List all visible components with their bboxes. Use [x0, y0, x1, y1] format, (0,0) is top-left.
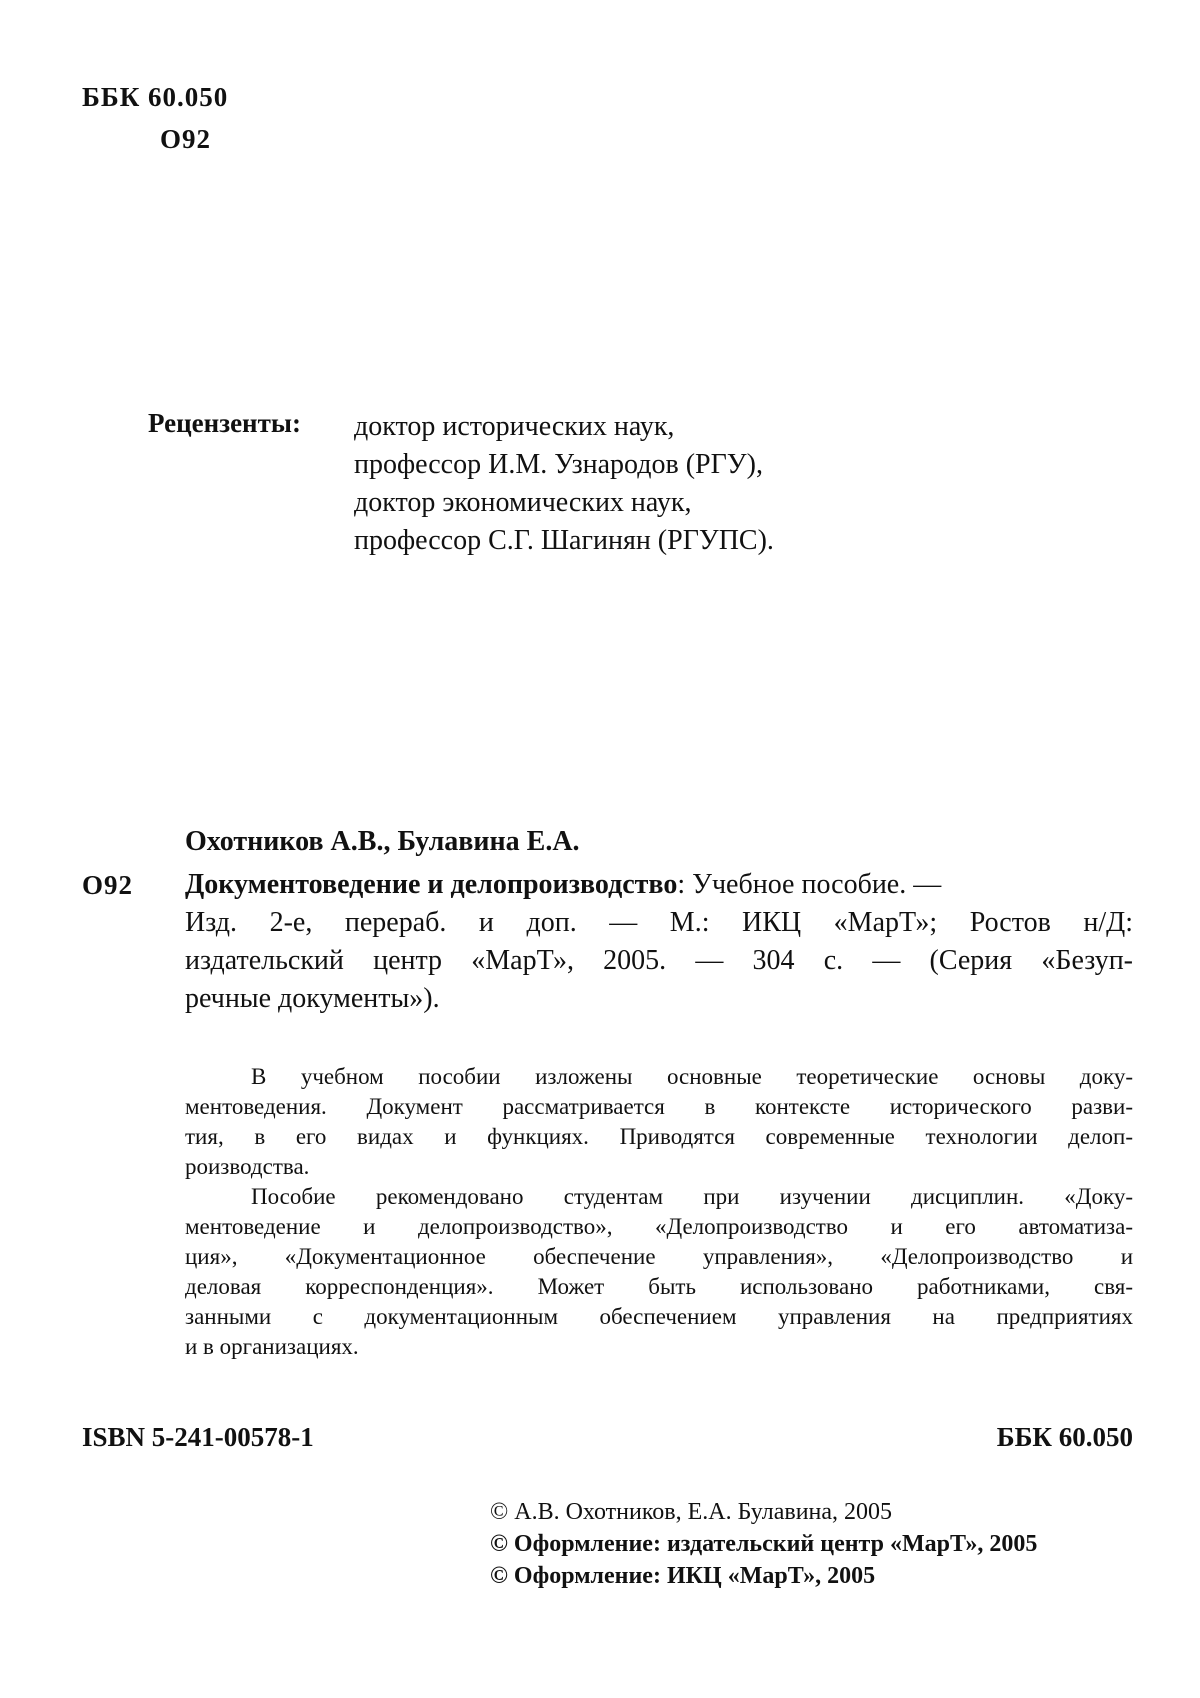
- reviewers-label: Рецензенты:: [148, 408, 301, 438]
- bbk-classification: ББК 60.050: [82, 82, 229, 112]
- entry-author-mark: О92: [82, 870, 134, 900]
- annotation-line: тия, в его видах и функциях. Приводятся современные технологии делоп-: [185, 1124, 1133, 1149]
- annotation-line: занными с документационным обеспечением управления на предприятиях: [185, 1304, 1133, 1329]
- copyright-line: © Оформление: ИКЦ «МарТ», 2005: [490, 1563, 876, 1589]
- reviewer-line: доктор экономических наук,: [354, 487, 692, 518]
- annotation-line: ментоведение и делопроизводство», «Делопроизводство и его автоматиза-: [185, 1214, 1133, 1239]
- isbn-number: ISBN 5-241-00578-1: [82, 1422, 314, 1452]
- bbk-classification-bottom: ББК 60.050: [996, 1422, 1133, 1452]
- reviewer-line: доктор исторических наук,: [354, 411, 675, 442]
- entry-line: издательский центр «МарТ», 2005. — 304 с. — (Серия «Безуп-: [185, 945, 1133, 976]
- reviewers-list: [354, 408, 774, 560]
- bibliographic-entry: [185, 866, 1133, 1018]
- annotation-line: Пособие рекомендовано студентам при изучении дисциплин. «Доку-: [251, 1184, 1133, 1209]
- annotation-line: деловая корреспонденция». Может быть использовано работниками, свя-: [185, 1274, 1133, 1299]
- annotation-line: и в организациях.: [185, 1334, 359, 1359]
- book-type: : Учебное пособие. —: [677, 869, 942, 900]
- entry-line: речные документы»).: [185, 983, 440, 1014]
- reviewer-line: профессор И.М. Узнародов (РГУ),: [354, 449, 763, 480]
- copyright-block: [490, 1496, 1037, 1592]
- entry-line: Изд. 2-е, перераб. и доп. — М.: ИКЦ «МарТ»; Ростов н/Д:: [185, 907, 1133, 938]
- annotation-line: В учебном пособии изложены основные теоретические основы доку-: [251, 1064, 1133, 1089]
- copyright-line: © А.В. Охотников, Е.А. Булавина, 2005: [490, 1499, 893, 1525]
- author-mark-code: О92: [160, 124, 212, 154]
- annotation-line: ментоведения. Документ рассматривается в контексте исторического разви-: [185, 1094, 1133, 1119]
- copyright-line: © Оформление: издательский центр «МарТ», 2005: [490, 1531, 1038, 1557]
- annotation-line: ция», «Документационное обеспечение управления», «Делопроизводство и: [185, 1244, 1133, 1269]
- entry-first-line: [185, 866, 1133, 904]
- annotation-line: роизводства.: [185, 1154, 310, 1179]
- annotation: [185, 1062, 1133, 1362]
- book-authors: Охотников А.В., Булавина Е.А.: [185, 826, 580, 857]
- book-title: Документоведение и делопроизводство: [185, 869, 678, 900]
- reviewer-line: профессор С.Г. Шагинян (РГУПС).: [354, 525, 774, 556]
